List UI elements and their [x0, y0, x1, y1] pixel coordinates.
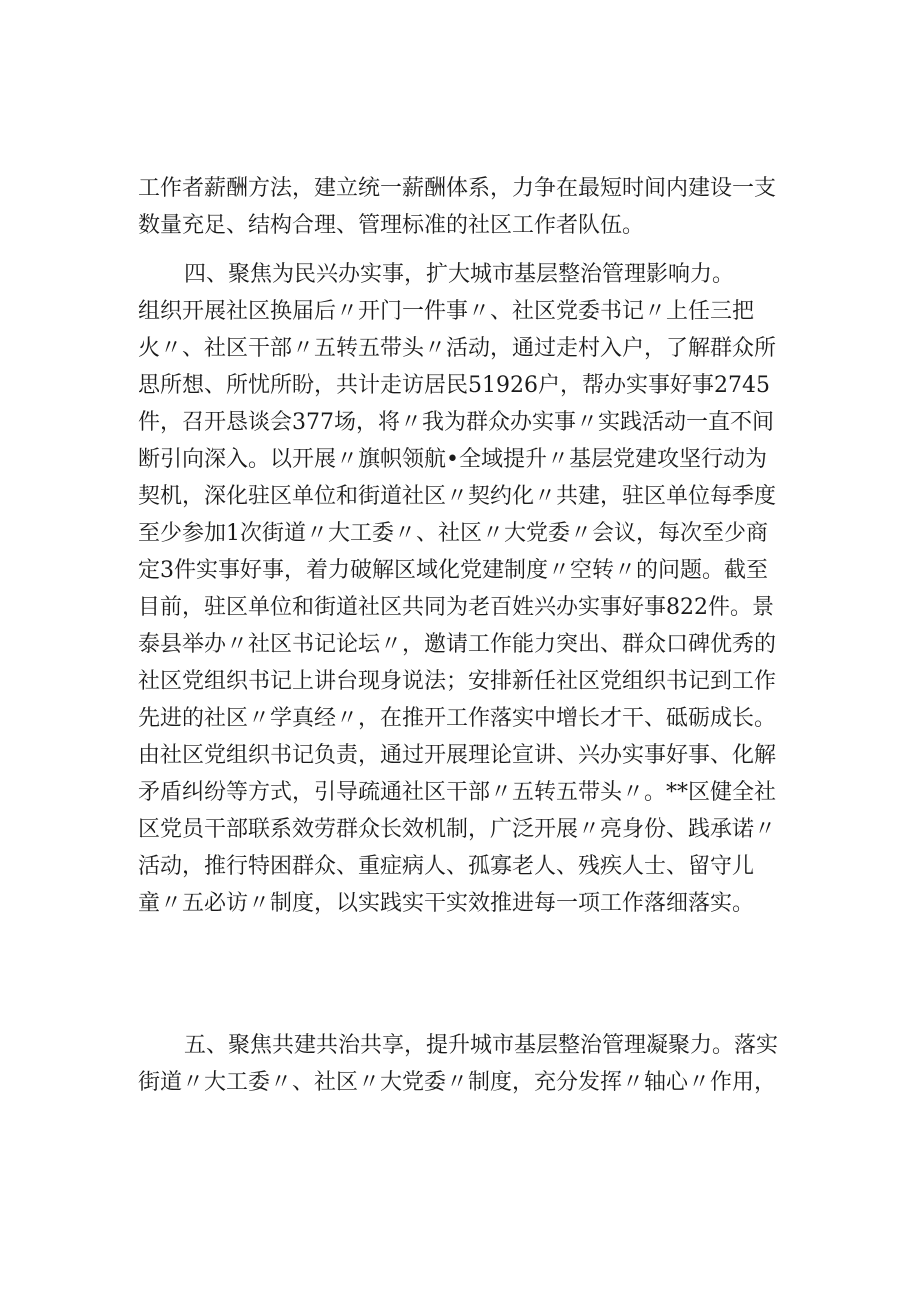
text-line: 件，召开恳谈会377场，将〃我为群众办实事〃实践活动一直不间 [138, 410, 774, 435]
paragraph-continuation [138, 170, 806, 244]
section-heading-five: 五、聚焦共建共治共享，提升城市基层整治管理凝聚力。落实 [184, 1033, 779, 1058]
section-heading-four: 四、聚焦为民兴办实事，扩大城市基层整治管理影响力。 [184, 262, 735, 287]
section-four-paragraph [138, 256, 806, 922]
text-line: 火〃、社区干部〃五转五带头〃活动，通过走村入户，了解群众所 [138, 336, 777, 361]
text-line: 契机，深化驻区单位和街道社区〃契约化〃共建，驻区单位每季度 [138, 484, 777, 509]
text-line: 由社区党组织书记负责，通过开展理论宣讲、兴办实事好事、化解 [138, 743, 777, 768]
text-line: 定3件实事好事，着力破解区域化党建制度〃空转〃的问题。截至 [138, 558, 768, 583]
text-line: 区党员干部联系效劳群众长效机制，广泛开展〃亮身份、践承诺〃 [138, 817, 777, 842]
text-line: 组织开展社区换届后〃开门一件事〃、社区党委书记〃上任三把 [138, 299, 755, 324]
text-line: 活动，推行特困群众、重症病人、孤寡老人、残疾人士、留守儿 [138, 854, 755, 879]
text-line: 数量充足、结构合理、管理标准的社区工作者队伍。 [138, 213, 645, 238]
text-line: 社区党组织书记上讲台现身说法；安排新任社区党组织书记到工作 [138, 669, 777, 694]
text-line: 断引向深入。以开展〃旗帜领航•全域提升〃基层党建攻坚行动为 [138, 447, 767, 472]
section-five-paragraph [138, 1027, 806, 1101]
text-line: 至少参加1次街道〃大工委〃、社区〃大党委〃会议，每次至少商 [138, 521, 768, 546]
text-line: 街道〃大工委〃、社区〃大党委〃制度，充分发挥〃轴心〃作用， [138, 1070, 777, 1095]
text-line: 泰县举办〃社区书记论坛〃，邀请工作能力突出、群众口碑优秀的 [138, 632, 777, 657]
text-line: 童〃五必访〃制度，以实践实干实效推进每一项工作落细落实。 [138, 891, 755, 916]
text-line: 矛盾纠纷等方式，引导疏通社区干部〃五转五带头〃。**区健全社 [138, 780, 777, 805]
text-line: 先进的社区〃学真经〃，在推开工作落实中增长才干、砥砺成长。 [138, 706, 777, 731]
text-line: 目前，驻区单位和街道社区共同为老百姓兴办实事好事822件。景 [138, 595, 774, 620]
text-line: 工作者薪酬方法，建立统一薪酬体系，力争在最短时间内建设一支 [138, 176, 777, 201]
text-line: 思所想、所忧所盼，共计走访居民51926户，帮办实事好事2745 [138, 373, 770, 398]
